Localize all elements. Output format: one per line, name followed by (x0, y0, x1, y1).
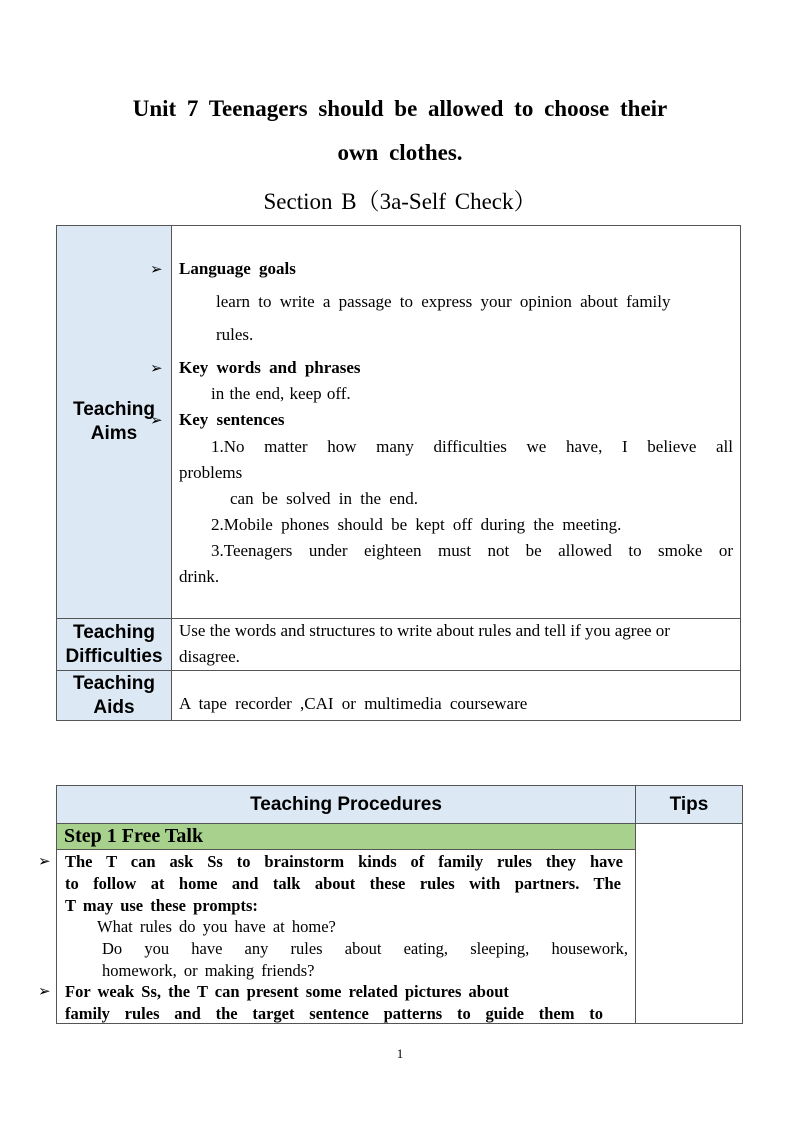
language-goals-line2: rules. (216, 325, 254, 344)
tips-cell (635, 823, 743, 1024)
bullet-arrow-icon: ➢ (150, 262, 163, 278)
bullet-arrow-icon: ➢ (150, 413, 163, 429)
difficulties-line1: Use the words and structures to write about rules and tell if you agree or (179, 621, 670, 640)
difficulties-line2: disagree. (179, 647, 240, 666)
step-1-bullet1-line2: to follow at home and talk about these rules with partners. The (65, 874, 621, 893)
step-1-bullet2-line1: For weak Ss, the T can present some related pictures about (65, 982, 509, 1001)
document-title-line1: Unit 7 Teenagers should be allowed to choose their (132, 96, 668, 121)
step-1-prompt1: What rules do you have at home? (97, 917, 336, 936)
bullet-arrow-icon: ➢ (150, 361, 163, 377)
key-words-heading: Key words and phrases (179, 358, 361, 377)
step-1-bullet2-line2: family rules and the target sentence patterns to guide them to (65, 1004, 603, 1023)
step-1-prompt2-line1: Do you have any rules about eating, sleeping, housework, (102, 939, 628, 958)
key-words-text: in the end, keep off. (211, 384, 351, 403)
bullet-arrow-icon: ➢ (38, 984, 51, 1000)
language-goals-line1: learn to write a passage to express your opinion about family (216, 292, 671, 311)
key-sentence-3-line2: drink. (179, 567, 220, 586)
teaching-aids-label: Teaching Aids (56, 670, 172, 721)
aids-text: A tape recorder ,CAI or multimedia courseware (179, 694, 528, 713)
document-subtitle: Section B（3a-Self Check） (263, 189, 537, 214)
teaching-difficulties-label: Teaching Difficulties (56, 618, 172, 671)
step-1-prompt2-line2: homework, or making friends? (102, 961, 315, 980)
tips-header: Tips (635, 785, 743, 824)
step-1-title: Step 1 Free Talk (56, 823, 636, 850)
step-1-bullet1-line3: T may use these prompts: (65, 896, 258, 915)
key-sentence-2: 2.Mobile phones should be kept off during the meeting. (211, 515, 622, 534)
language-goals-heading: Language goals (179, 259, 296, 278)
teaching-aims-label: Teaching Aims (56, 225, 172, 619)
procedures-header: Teaching Procedures (56, 785, 636, 824)
step-1-bullet1-line1: The T can ask Ss to brainstorm kinds of family rules they have (65, 852, 623, 871)
page-number: 1 (396, 1046, 404, 1061)
key-sentence-1-line1: 1.No matter how many difficulties we have, I believe all (211, 437, 733, 456)
bullet-arrow-icon: ➢ (38, 854, 51, 870)
key-sentence-1-line2: problems (179, 463, 243, 482)
key-sentences-heading: Key sentences (179, 410, 285, 429)
key-sentence-3-line1: 3.Teenagers under eighteen must not be allowed to smoke or (211, 541, 733, 560)
key-sentence-1-line3: can be solved in the end. (230, 489, 419, 508)
document-title-line2: own clothes. (337, 140, 463, 165)
